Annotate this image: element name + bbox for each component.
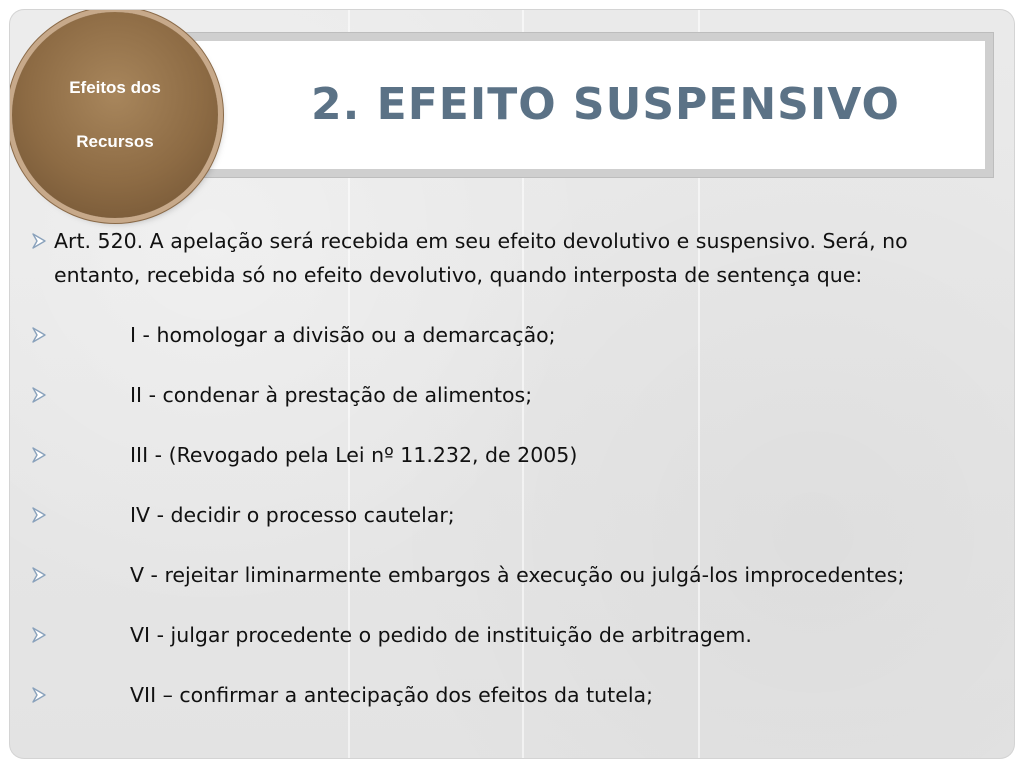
arrow-bullet-icon bbox=[30, 686, 48, 704]
section-badge bbox=[12, 12, 218, 218]
list-item bbox=[28, 678, 1000, 712]
badge-line-2: Recursos bbox=[76, 132, 154, 151]
arrow-bullet-icon bbox=[30, 326, 48, 344]
arrow-bullet-icon bbox=[30, 506, 48, 524]
bullet-text: VII – confirmar a antecipação dos efeitos da tutela; bbox=[130, 683, 653, 707]
list-item bbox=[28, 558, 1000, 592]
bullet-list bbox=[28, 224, 1000, 712]
bullet-text: VI - julgar procedente o pedido de instituição de arbitragem. bbox=[130, 623, 752, 647]
list-item bbox=[28, 378, 1000, 412]
arrow-bullet-icon bbox=[30, 446, 48, 464]
arrow-bullet-icon bbox=[30, 566, 48, 584]
bullet-text: IV - decidir o processo cautelar; bbox=[130, 503, 455, 527]
bullet-text: III - (Revogado pela Lei nº 11.232, de 2005) bbox=[130, 443, 578, 467]
list-item bbox=[28, 498, 1000, 532]
arrow-bullet-icon bbox=[30, 232, 48, 250]
bullet-text: II - condenar à prestação de alimentos; bbox=[130, 383, 533, 407]
list-item bbox=[28, 438, 1000, 472]
bullet-text: V - rejeitar liminarmente embargos à execução ou julgá-los improcedentes; bbox=[130, 563, 905, 587]
arrow-bullet-icon bbox=[30, 386, 48, 404]
list-item bbox=[28, 618, 1000, 652]
bullet-text: I - homologar a divisão ou a demarcação; bbox=[130, 323, 556, 347]
arrow-bullet-icon bbox=[30, 626, 48, 644]
badge-line-1: Efeitos dos bbox=[69, 78, 161, 97]
slide bbox=[10, 10, 1014, 758]
list-item bbox=[28, 224, 1000, 292]
title-frame bbox=[170, 32, 994, 178]
title-panel bbox=[179, 41, 985, 169]
slide-title: 2. EFEITO SUSPENSIVO bbox=[311, 79, 900, 130]
list-item bbox=[28, 318, 1000, 352]
bullet-text: Art. 520. A apelação será recebida em seu efeito devolutivo e suspensivo. Será, no entanto, recebida só no efeito devolutivo, quando interposta de sentença que: bbox=[54, 229, 908, 287]
